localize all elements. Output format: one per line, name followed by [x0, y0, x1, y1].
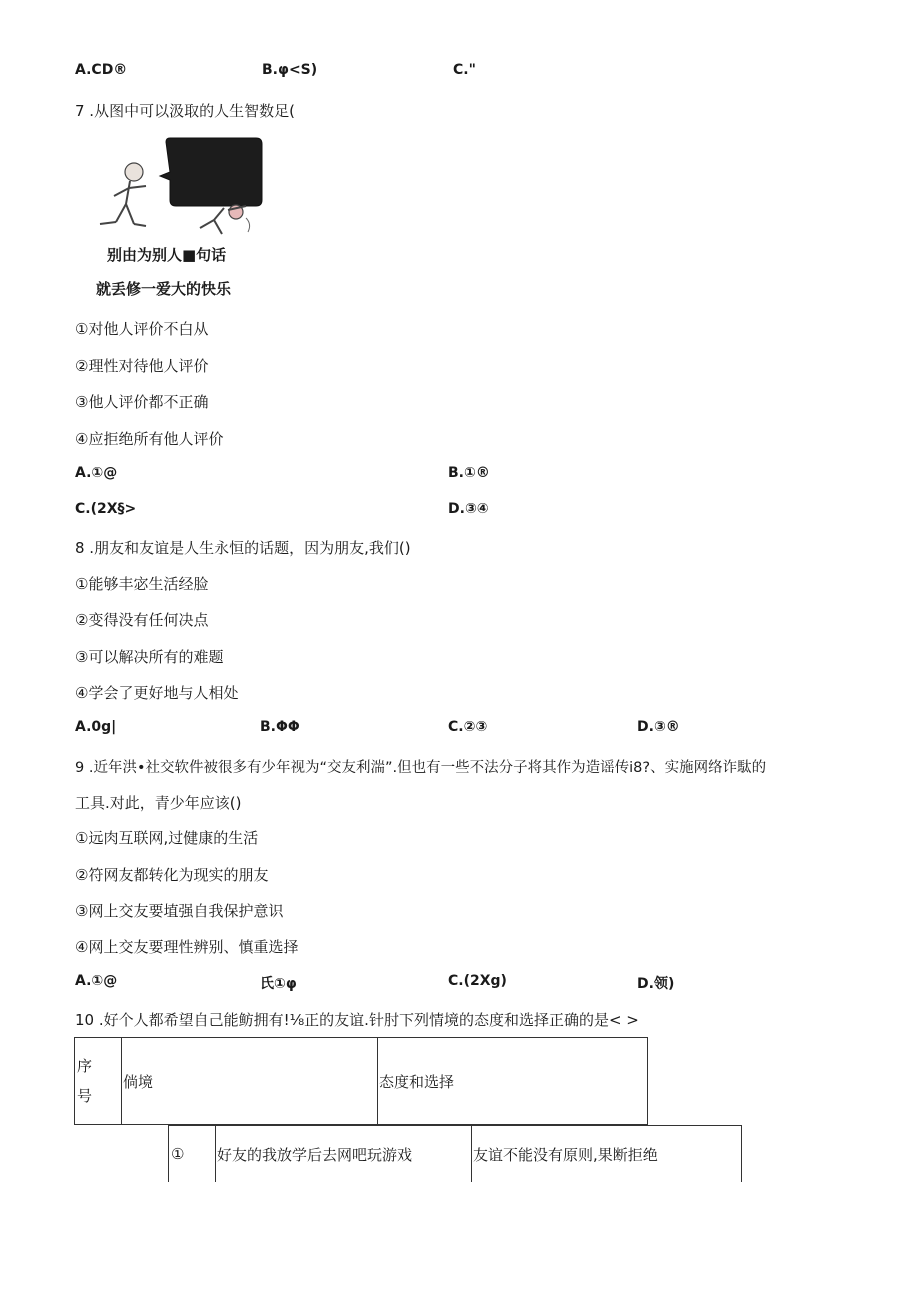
top-option-c: C."	[453, 62, 476, 78]
q7-option-c: C.(2X§>	[75, 501, 137, 517]
table-header-situation: 倘境	[122, 1038, 378, 1125]
q8-option-b: B.ΦΦ	[260, 719, 300, 735]
table-header-choice: 态度和选择	[378, 1038, 648, 1125]
q8-item-4: ④学会了更好地与人相处	[75, 684, 239, 702]
q10-table-row	[168, 1125, 742, 1182]
q8-option-d: D.③®	[637, 719, 680, 735]
q7-item-4: ④应拒绝所有他人评价	[75, 430, 224, 448]
table-header-number-line1: 序	[77, 1057, 93, 1075]
q9-option-c: C.(2Xg)	[448, 973, 507, 989]
q9-item-2: ②符网友都转化为现实的朋友	[75, 866, 269, 884]
q8-item-2: ②变得没有任何决点	[75, 611, 209, 629]
q7-item-1: ①对他人评价不白从	[75, 320, 209, 338]
q7-option-d: D.③④	[448, 501, 489, 517]
q7-option-a: A.①@	[75, 465, 118, 481]
q9-option-b: 氏①φ	[260, 976, 297, 992]
table-row-situation: 好友的我放学后去网吧玩游戏	[216, 1126, 472, 1183]
cartoon-caption-line1: 别由为别人■句话	[107, 246, 227, 264]
q9-item-4: ④网上交友要理性辨别、慎重选择	[75, 938, 299, 956]
q9-item-3: ③网上交友要埴强自我保护意识	[75, 902, 284, 920]
table-row-choice: 友谊不能没有原则,果断拒绝	[472, 1126, 742, 1183]
q9-question-line2: 工具.对此，青少年应该()	[75, 794, 242, 812]
q9-option-a: A.①@	[75, 973, 118, 989]
q9-option-d: D.领)	[637, 976, 675, 992]
table-header-number	[75, 1038, 122, 1125]
top-option-a: A.CD®	[75, 62, 128, 78]
q7-option-b: B.①®	[448, 465, 490, 481]
q7-item-2: ②理性对待他人评价	[75, 357, 209, 375]
q9-item-1: ①远肉互联网,过健康的生活	[75, 829, 259, 847]
top-option-b: B.φ<S)	[262, 62, 318, 78]
q8-question: 8 .朋友和友谊是人生永恒的话题，因为朋友,我们()	[75, 539, 411, 557]
cartoon-caption-line2: 就丢修一爱大的快乐	[96, 280, 232, 298]
q7-item-3: ③他人评价都不正确	[75, 393, 209, 411]
table-header-number-line2: 号	[77, 1087, 93, 1105]
q9-question-line1: 9 .近年洪•社交软件被很多有少年视为“交友利湍”.但也有一些不法分子将其作为造谣传i8?、实施网络诈駄的	[75, 760, 767, 776]
q10-table-header	[74, 1037, 648, 1125]
q8-option-c: C.②③	[448, 719, 488, 735]
cartoon-illustration	[96, 136, 266, 240]
q8-item-1: ①能够丰宓生活经脸	[75, 575, 209, 593]
q8-option-a: A.0g|	[75, 719, 117, 735]
q7-question: 7 .从图中可以汲取的人生智数足(	[75, 102, 295, 120]
q8-item-3: ③可以解决所有的难题	[75, 648, 224, 666]
table-row-number: ①	[169, 1126, 216, 1183]
q10-question: 10 .好个人都希望自己能鲂拥有!⅛正的友谊.针肘下列情境的态度和选择正确的是< >	[75, 1011, 639, 1029]
